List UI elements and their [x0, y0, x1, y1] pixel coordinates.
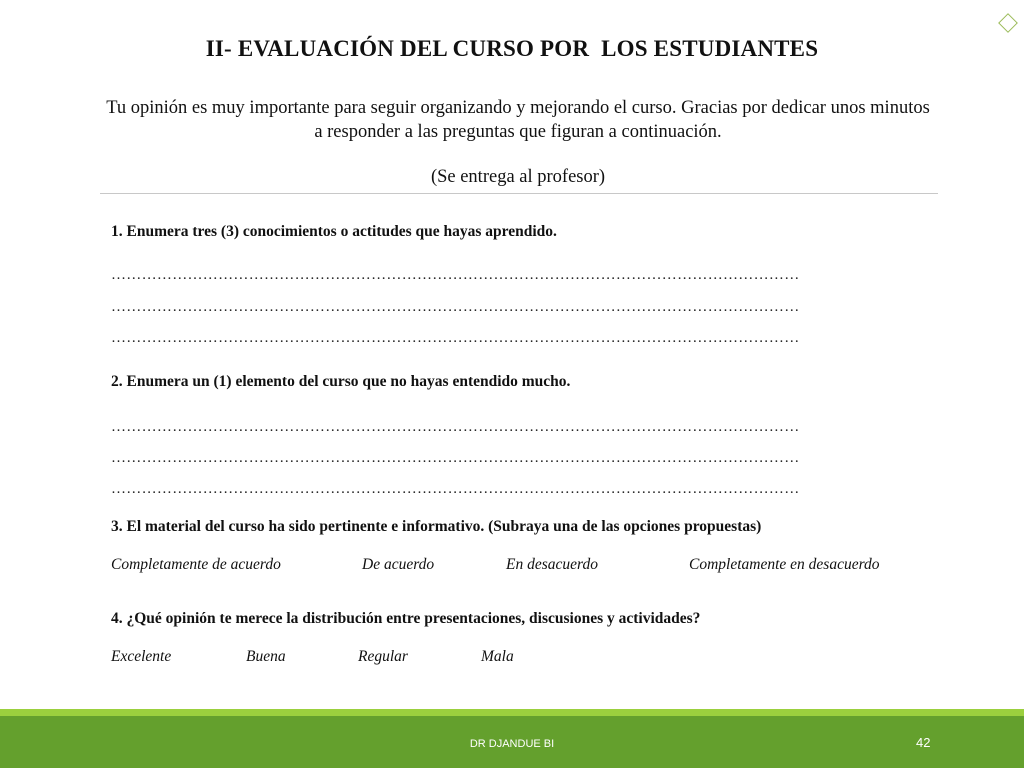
question-2: 2. Enumera un (1) elemento del curso que no hayas entendido mucho.: [111, 373, 571, 390]
page-number: 42: [916, 735, 931, 750]
q4-option-bad[interactable]: Mala: [481, 648, 514, 665]
answer-line-1-2[interactable]: ………………………………………………………………………………………………………………………: [111, 299, 800, 315]
answer-line-1-3[interactable]: ………………………………………………………………………………………………………………………: [111, 330, 800, 346]
question-4: 4. ¿Qué opinión te merece la distribución entre presentaciones, discusiones y actividades?: [111, 610, 701, 627]
submission-note: (Se entrega al profesor): [430, 167, 606, 187]
divider: [100, 193, 938, 194]
answer-line-2-2[interactable]: ………………………………………………………………………………………………………………………: [111, 450, 800, 466]
answer-line-2-3[interactable]: ………………………………………………………………………………………………………………………: [111, 481, 800, 497]
question-3: 3. El material del curso ha sido pertinente e informativo. (Subraya una de las opciones propuestas): [111, 518, 762, 535]
q3-option-disagree[interactable]: En desacuerdo: [506, 556, 598, 573]
q3-option-completely-disagree[interactable]: Completamente en desacuerdo: [689, 556, 880, 573]
question-1: 1. Enumera tres (3) conocimientos o actitudes que hayas aprendido.: [111, 223, 557, 240]
footer-band-light: [0, 709, 1024, 716]
footer-author: DR DJANDUE BI: [469, 738, 555, 750]
q4-option-regular[interactable]: Regular: [358, 648, 408, 665]
answer-line-1-1[interactable]: ………………………………………………………………………………………………………………………: [111, 267, 800, 283]
q3-option-agree[interactable]: De acuerdo: [362, 556, 435, 573]
page-title: II- EVALUACIÓN DEL CURSO POR LOS ESTUDIANTES: [205, 36, 819, 61]
diamond-ornament-icon: [998, 13, 1018, 33]
q4-option-good[interactable]: Buena: [246, 648, 286, 665]
q4-option-excellent[interactable]: Excelente: [111, 648, 172, 665]
answer-line-2-1[interactable]: ………………………………………………………………………………………………………………………: [111, 419, 800, 435]
intro-text: Tu opinión es muy importante para seguir organizando y mejorando el curso. Gracias por dedicar unos minutos a responder a las preguntas que figuran a continuación.: [106, 98, 930, 142]
q3-option-completely-agree[interactable]: Completamente de acuerdo: [111, 556, 281, 573]
